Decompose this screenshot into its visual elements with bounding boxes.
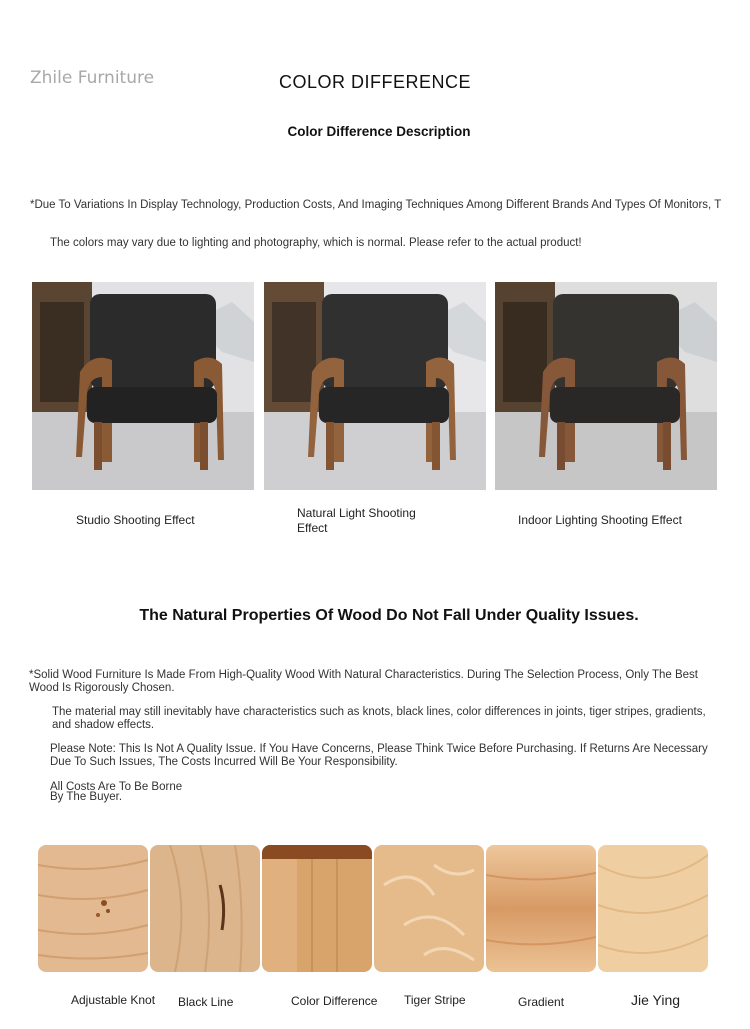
wood-intro-text: *Solid Wood Furniture Is Made From High-Quality Wood With Natural Characteristics. During The Selection Process, Only The Best Wood Is Rigorously Chosen.: [29, 669, 698, 694]
chair-illustration: [264, 282, 486, 490]
page-title: COLOR DIFFERENCE: [278, 72, 472, 92]
color-note-text: The colors may vary due to lighting and photography, which is normal. Please refer to the actual product!: [50, 237, 582, 249]
color-disclaimer-text: *Due To Variations In Display Technology, Production Costs, And Imaging Techniques Among Different Brands And Types Of Monitors, T: [30, 199, 722, 211]
wood-sample-color-difference: [262, 845, 372, 972]
wood-label-black-line: Black Line: [178, 995, 234, 1009]
wood-texture: [38, 845, 148, 972]
costs-text-line2: By The Buyer.: [50, 791, 123, 803]
wood-properties-heading: The Natural Properties Of Wood Do Not Fall Under Quality Issues.: [139, 607, 639, 624]
wood-label-knot: Adjustable Knot: [71, 993, 156, 1007]
wood-sample-tiger-stripe: [374, 845, 484, 972]
chair-illustration: [32, 282, 254, 490]
wood-characteristics-text: The material may still inevitably have characteristics such as knots, black lines, color differences in joints, tiger stripes, gradients, and shadow effects.: [52, 706, 706, 731]
chair-photo-indoor: [495, 282, 717, 490]
wood-sample-black-line: [150, 845, 260, 972]
wood-texture: [598, 845, 708, 972]
wood-sample-knot: [38, 845, 148, 972]
chair-photo-studio: [32, 282, 254, 490]
wood-texture: [262, 845, 372, 972]
photo-caption-studio: Studio Shooting Effect: [76, 513, 195, 527]
wood-sample-gradient: [486, 845, 596, 972]
brand-name: Zhile Furniture: [30, 68, 155, 88]
photo-caption-natural: Natural Light Shooting Effect: [297, 506, 416, 535]
quality-note-text: Please Note: This Is Not A Quality Issue. If You Have Concerns, Please Think Twice Before Purchasing. If Returns Are Necessary Due To Such Issues, The Costs Incurred Will Be Your Responsibility.: [50, 743, 708, 768]
wood-label-jie-ying: Jie Ying: [631, 992, 681, 1008]
wood-label-tiger-stripe: Tiger Stripe: [404, 993, 466, 1007]
wood-label-color-difference: Color Difference: [291, 994, 378, 1008]
costs-text-line1: All Costs Are To Be Borne: [50, 781, 183, 793]
wood-texture: [374, 845, 484, 972]
page-subtitle: Color Difference Description: [287, 124, 471, 139]
wood-label-gradient: Gradient: [518, 995, 565, 1009]
photo-caption-indoor: Indoor Lighting Shooting Effect: [518, 513, 682, 527]
wood-sample-jie-ying: [598, 845, 708, 972]
wood-texture: [486, 845, 596, 972]
chair-illustration: [495, 282, 717, 490]
wood-texture: [150, 845, 260, 972]
chair-photo-natural: [264, 282, 486, 490]
